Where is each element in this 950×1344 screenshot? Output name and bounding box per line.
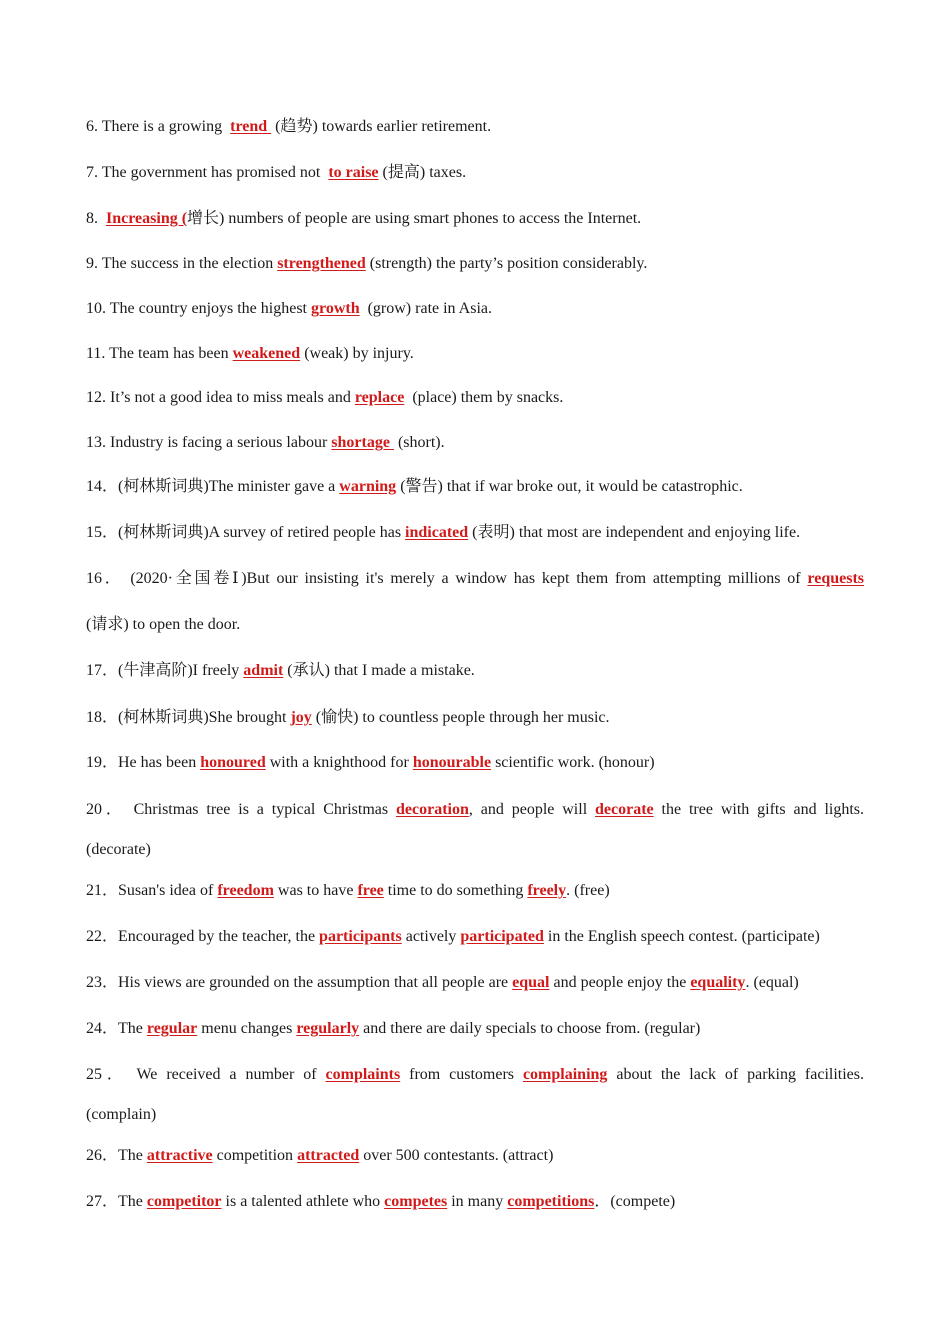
answer-word: freely [527,882,567,899]
answer-word: growth [311,300,360,317]
exercise-20-line-1 [86,800,864,820]
answer-word: regular [146,1020,198,1037]
answer-word: complaints [325,1066,401,1083]
answer-word: attractive [146,1147,213,1164]
answer-word: regularly [296,1020,360,1037]
answer-word: weakened [232,345,301,362]
exercise-24 [86,1019,864,1039]
exercise-17 [86,661,864,681]
answer-word: equal [512,974,550,991]
answer-word: complaining [522,1066,608,1083]
sentence-text: was to have [273,882,358,899]
exercise-20-line-2 [86,840,864,860]
sentence-text: . (equal) [745,974,799,991]
exercise-22 [86,927,864,947]
exercise-25-line-1 [86,1065,864,1085]
sentence-text: is a talented athlete who [221,1193,385,1210]
sentence-text: 18．(柯林斯词典)She brought [86,709,291,726]
sentence-text: (grow) rate in Asia. [359,300,492,317]
sentence-text: 11. The team has been [86,345,233,362]
sentence-text: scientific work. (honour) [491,754,655,771]
answer-word: free [357,882,384,899]
sentence-text: ．(compete) [594,1193,676,1210]
answer-word: competitor [146,1193,222,1210]
answer-word: freedom [217,882,274,899]
sentence-text: 14．(柯林斯词典)The minister gave a [86,478,340,495]
answer-word: Increasing ( [106,210,188,227]
exercise-27 [86,1192,864,1212]
sentence-text: (请求) to open the door. [86,616,241,633]
exercise-8 [86,209,864,229]
answer-word: competes [384,1193,448,1210]
sentence-text: 22．Encouraged by the teacher, the [86,928,320,945]
sentence-text: (strength) the party’s position considerably. [365,255,648,272]
exercise-7 [86,163,864,183]
sentence-text: time to do something [383,882,528,899]
sentence-text: in the English speech contest. (participate) [543,928,820,945]
answer-word: competitions [507,1193,595,1210]
sentence-text: (警告) that if war broke out, it would be catastrophic. [396,478,743,495]
exercise-16-line-1 [86,569,864,589]
answer-word: joy [290,709,312,726]
sentence-text: the tree with gifts and lights. [653,801,865,818]
exercise-6 [86,117,864,137]
exercise-12 [86,388,864,408]
answer-word: participated [460,928,544,945]
sentence-text: (short). [393,434,445,451]
sentence-text: 7. The government has promised not [86,164,329,181]
answer-word: strengthened [277,255,366,272]
sentence-text: 20． Christmas tree is a typical Christmas [86,801,396,818]
answer-word: to raise [328,164,379,181]
sentence-text: 6. There is a growing [86,118,231,135]
sentence-text: 23．His views are grounded on the assumption that all people are [86,974,513,991]
sentence-text: 15．(柯林斯词典)A survey of retired people has [86,524,406,541]
exercise-19 [86,753,864,773]
answer-word: equality [690,974,746,991]
sentence-text: actively [401,928,461,945]
exercise-21 [86,881,864,901]
sentence-text: 增长) numbers of people are using smart phones to access the Internet. [187,210,642,227]
answer-word: decoration [395,801,469,818]
sentence-text: 19．He has been [86,754,201,771]
sentence-text: (place) them by snacks. [404,389,564,406]
exercise-14 [86,477,864,497]
sentence-text: 27．The [86,1193,147,1210]
sentence-text: in many [447,1193,508,1210]
sentence-text: menu changes [197,1020,297,1037]
exercise-15 [86,523,864,543]
answer-word: admit [243,662,284,679]
exercise-26 [86,1146,864,1166]
exercise-9 [86,254,864,274]
answer-word: honourable [412,754,492,771]
sentence-text: and people enjoy the [549,974,691,991]
sentence-text: 24．The [86,1020,147,1037]
sentence-text: 10. The country enjoys the highest [86,300,311,317]
sentence-text: (趋势) towards earlier retirement. [271,118,492,135]
exercise-18 [86,708,864,728]
exercise-16-line-2 [86,615,864,635]
answer-word: attracted [297,1147,360,1164]
sentence-text: (表明) that most are independent and enjoying life. [468,524,801,541]
sentence-text: about the lack of parking facilities. [607,1066,865,1083]
exercise-10 [86,299,864,319]
answer-word: honoured [200,754,266,771]
exercise-11 [86,344,864,364]
answer-word: decorate [595,801,654,818]
sentence-text: (愉快) to countless people through her music. [311,709,610,726]
sentence-text: 17．(牛津高阶)I freely [86,662,244,679]
sentence-text: and there are daily specials to choose from. (regular) [359,1020,701,1037]
answer-word: trend [230,118,272,135]
sentence-text: 16． (2020·全国卷Ⅰ)But our insisting it's merely a window has kept them from attempting millions of [86,570,808,587]
sentence-text: over 500 contestants. (attract) [359,1147,554,1164]
sentence-text: 12. It’s not a good idea to miss meals and [86,389,355,406]
answer-word: replace [354,389,405,406]
sentence-text: competition [212,1147,298,1164]
exercise-23 [86,973,864,993]
sentence-text: 13. Industry is facing a serious labour [86,434,332,451]
answer-word: indicated [405,524,469,541]
answer-word: participants [319,928,402,945]
sentence-text: (weak) by injury. [300,345,414,362]
exercise-13 [86,433,864,453]
sentence-text: (decorate) [86,841,151,858]
sentence-text: , and people will [468,801,596,818]
answer-word: warning [339,478,397,495]
answer-word: requests [807,570,864,587]
sentence-text: 21．Susan's idea of [86,882,218,899]
sentence-text: 8. [86,210,106,227]
exercise-25-line-2 [86,1105,864,1125]
sentence-text: 25． We received a number of [86,1066,326,1083]
sentence-text: (承认) that I made a mistake. [283,662,475,679]
sentence-text: . (free) [566,882,610,899]
sentence-text: with a knighthood for [265,754,413,771]
sentence-text: from customers [400,1066,523,1083]
sentence-text: 26．The [86,1147,147,1164]
sentence-text: 9. The success in the election [86,255,278,272]
answer-word: shortage [331,434,394,451]
sentence-text: (complain) [86,1106,157,1123]
sentence-text: (提高) taxes. [378,164,467,181]
